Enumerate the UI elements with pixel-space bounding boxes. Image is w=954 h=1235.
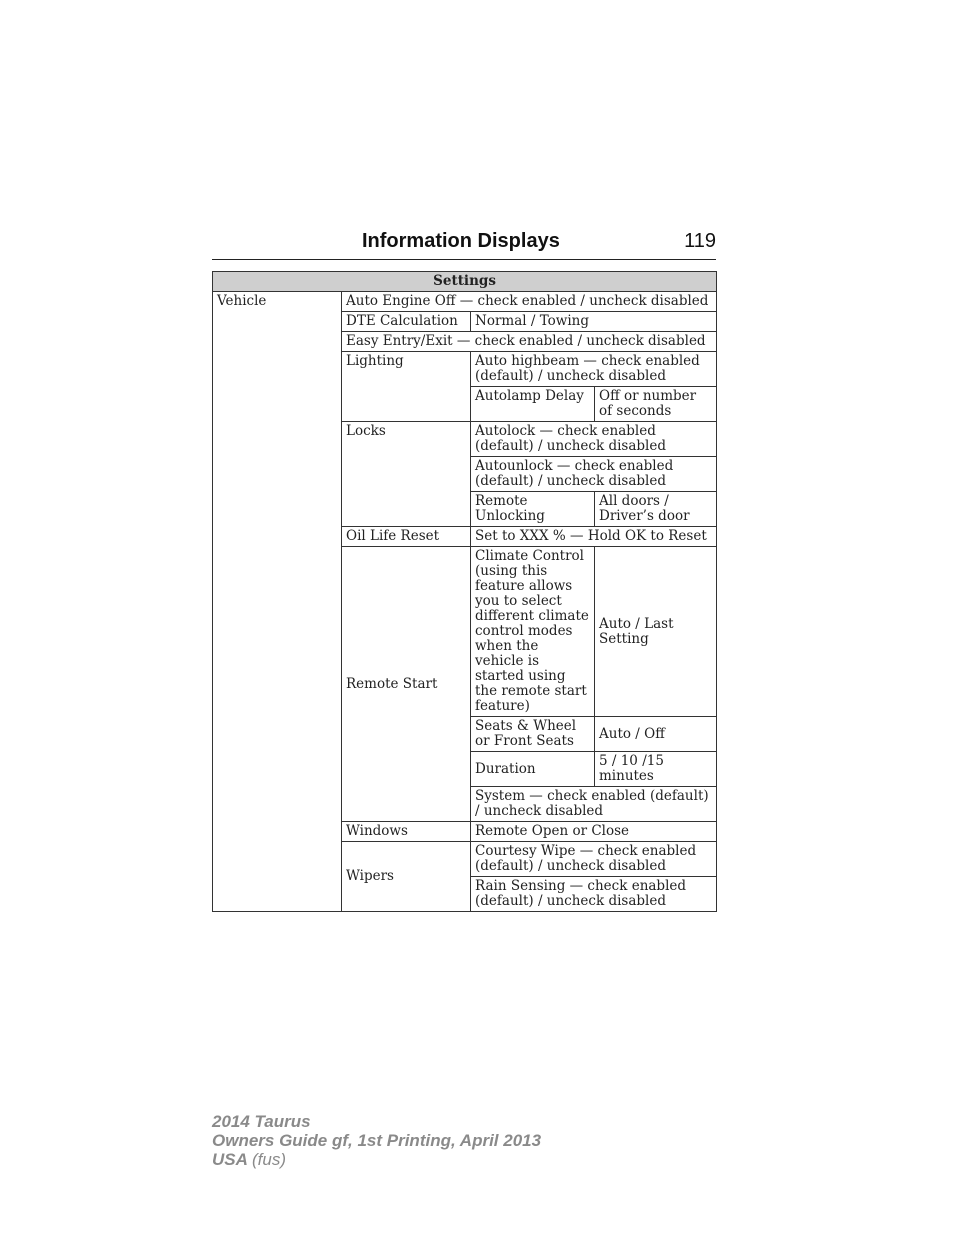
table-cell: Auto Engine Off — check enabled / uncheck disabled xyxy=(342,292,717,312)
table-cell: Seats & Wheel or Front Seats xyxy=(471,717,595,752)
table-cell: Remote Unlocking xyxy=(471,492,595,527)
table-cell: Set to XXX % — Hold OK to Reset xyxy=(471,527,717,547)
table-cell: Locks xyxy=(342,422,471,527)
footer-region xyxy=(212,1150,541,1169)
table-cell: Off or number of seconds xyxy=(595,387,717,422)
table-cell: DTE Calculation xyxy=(342,312,471,332)
table-cell: System — check enabled (default) / uncheck disabled xyxy=(471,787,717,822)
table-cell: Easy Entry/Exit — check enabled / uncheck disabled xyxy=(342,332,717,352)
page-footer xyxy=(212,1112,541,1169)
table-cell: Rain Sensing — check enabled (default) / uncheck disabled xyxy=(471,877,717,912)
table-cell: Remote Start xyxy=(342,547,471,822)
table-heading: Settings xyxy=(213,272,717,292)
settings-table xyxy=(212,271,717,912)
table-cell: Lighting xyxy=(342,352,471,422)
table-cell: Duration xyxy=(471,752,595,787)
table-cell: Autounlock — check enabled (default) / uncheck disabled xyxy=(471,457,717,492)
footer-edition: Owners Guide gf, 1st Printing, April 2013 xyxy=(212,1131,542,1150)
table-cell: 5 / 10 /15 minutes xyxy=(595,752,717,787)
page-number: 119 xyxy=(684,230,716,252)
table-row xyxy=(213,272,717,292)
footer-region-suffix: (fus) xyxy=(252,1150,286,1169)
table-cell: Autolock — check enabled (default) / uncheck disabled xyxy=(471,422,717,457)
table-row xyxy=(213,292,717,312)
table-cell: Autolamp Delay xyxy=(471,387,595,422)
table-cell: Normal / Towing xyxy=(471,312,717,332)
footer-model: 2014 Taurus xyxy=(212,1112,311,1131)
table-cell: Auto / Last Setting xyxy=(595,547,717,717)
table-cell: Wipers xyxy=(342,842,471,912)
section-title: Information Displays xyxy=(362,230,560,252)
table-cell: Courtesy Wipe — check enabled (default) / uncheck disabled xyxy=(471,842,717,877)
table-cell: Remote Open or Close xyxy=(471,822,717,842)
table-cell: Auto / Off xyxy=(595,717,717,752)
category-cell: Vehicle xyxy=(213,292,342,912)
table-cell: Climate Control (using this feature allows you to select different climate control modes when the vehicle is started using the remote start feature) xyxy=(471,547,595,717)
table-cell: Oil Life Reset xyxy=(342,527,471,547)
footer-region-main: USA xyxy=(212,1150,248,1169)
page-header xyxy=(212,230,716,260)
table-cell: Windows xyxy=(342,822,471,842)
table-cell: All doors / Driver’s door xyxy=(595,492,717,527)
table-cell: Auto highbeam — check enabled (default) / uncheck disabled xyxy=(471,352,717,387)
